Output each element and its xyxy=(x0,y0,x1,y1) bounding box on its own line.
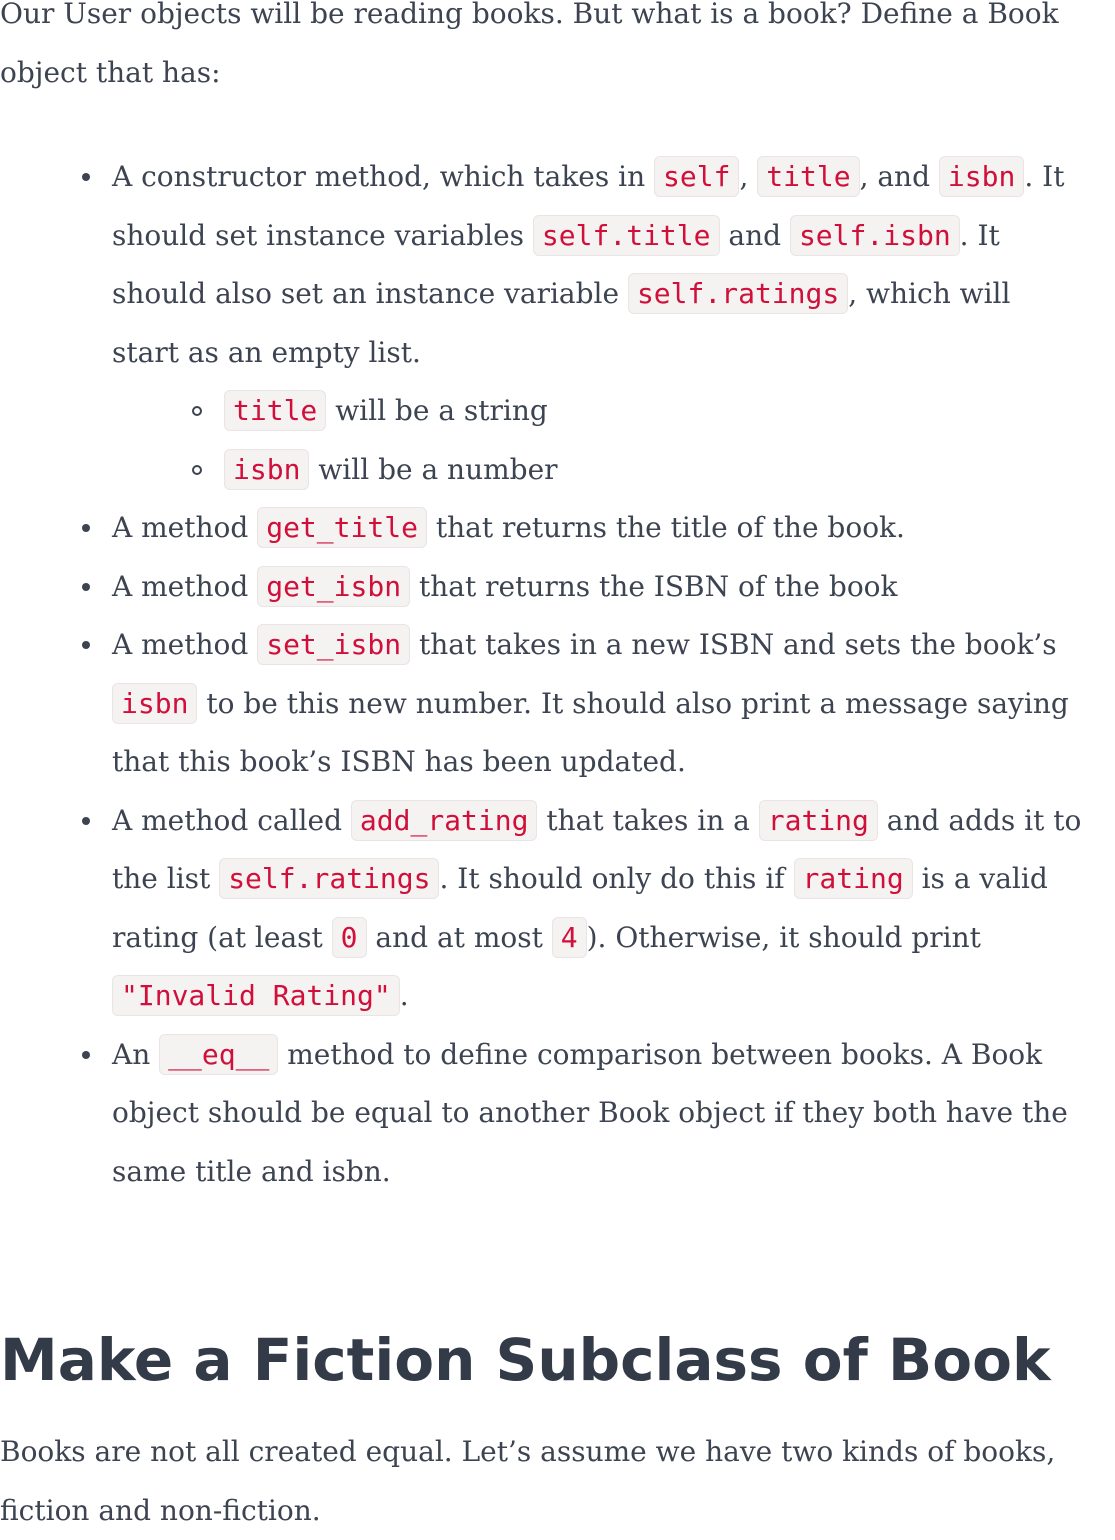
code-title: title xyxy=(757,156,859,197)
code-rating: rating xyxy=(794,858,913,899)
fiction-line-1: Books are not all created equal. Let’s assume we have two kinds of books, xyxy=(0,1435,1056,1468)
fiction-paragraph xyxy=(0,1423,1115,1540)
code-eq: __eq__ xyxy=(159,1034,278,1075)
list-item-add-rating: A method called add_rating that takes in a rating and adds it to the list self.ratings . It should only do this if rating is a valid rating (at least 0 and at most 4 ). Otherwise, it should print "Invalid Rating" . xyxy=(112,792,1115,1026)
code-self-title: self.title xyxy=(533,215,720,256)
code-add-rating: add_rating xyxy=(351,800,538,841)
intro-line-2: object that has: xyxy=(0,55,221,89)
sublist-item-title: title will be a string xyxy=(224,382,1115,441)
code-invalid-rating: "Invalid Rating" xyxy=(112,975,400,1016)
sublist-item-isbn: isbn will be a number xyxy=(224,441,1115,500)
fiction-line-2: fiction and non-fiction. xyxy=(0,1493,321,1527)
list-item-eq: An __eq__ method to define comparison between books. A Book object should be equal to another Book object if they both have the same title and isbn. xyxy=(112,1026,1115,1202)
intro-paragraph xyxy=(0,0,1115,102)
code-isbn: isbn xyxy=(939,156,1024,197)
intro-line-1: Our User objects will be reading books. But what is a book? Define a Book xyxy=(0,0,1059,30)
constructor-sublist xyxy=(112,382,1115,499)
code-rating: rating xyxy=(759,800,878,841)
section-heading: Make a Fiction Subclass of Book xyxy=(0,1326,1051,1394)
code-self-ratings: self.ratings xyxy=(628,273,848,314)
code-zero: 0 xyxy=(332,917,367,958)
code-self: self xyxy=(654,156,739,197)
list-item-set-isbn: A method set_isbn that takes in a new ISBN and sets the book’s isbn to be this new number. It should also print a message saying that this book’s ISBN has been updated. xyxy=(112,616,1115,792)
code-get-isbn: get_isbn xyxy=(257,566,410,607)
code-isbn: isbn xyxy=(224,449,309,490)
code-title: title xyxy=(224,390,326,431)
book-requirements-list xyxy=(0,148,1115,1201)
code-isbn: isbn xyxy=(112,683,197,724)
code-four: 4 xyxy=(552,917,587,958)
code-get-title: get_title xyxy=(257,507,427,548)
code-self-ratings: self.ratings xyxy=(219,858,439,899)
code-set-isbn: set_isbn xyxy=(257,624,410,665)
list-item-get-title: A method get_title that returns the title of the book. xyxy=(112,499,1115,558)
list-item-constructor: A constructor method, which takes in self , title , and isbn . It should set instance variables self.title and self.isbn . It should also set an instance variable self.ratings , which will start as an empty list. title will be a string isbn will be a number xyxy=(112,148,1115,499)
list-item-get-isbn: A method get_isbn that returns the ISBN of the book xyxy=(112,558,1115,617)
code-self-isbn: self.isbn xyxy=(790,215,960,256)
